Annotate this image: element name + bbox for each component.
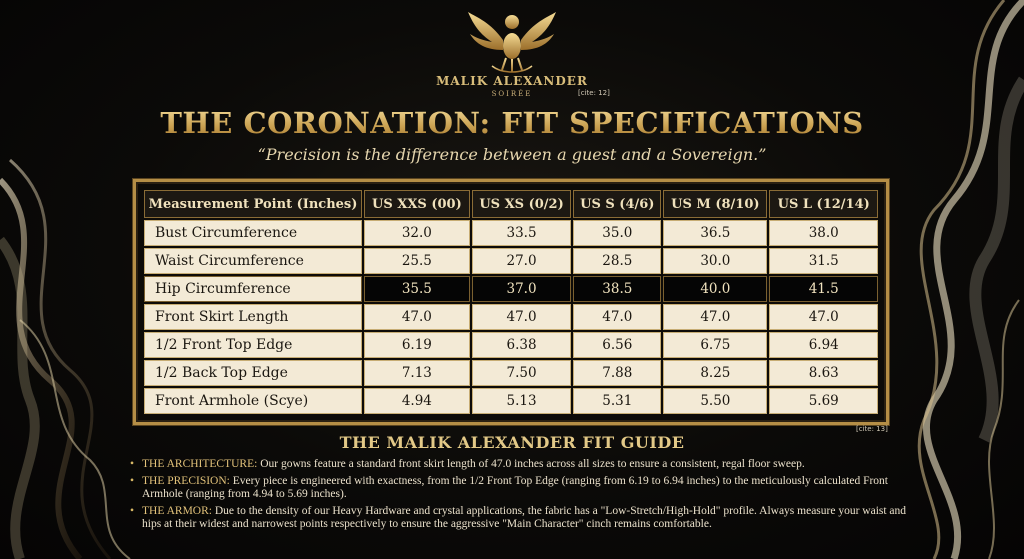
table-cell: 47.0 [769,304,878,330]
table-row [144,248,878,274]
row-label: 1/2 Front Top Edge [144,332,362,358]
golden-winged-scarab-icon [462,4,562,76]
table-cell: 38.5 [573,276,661,302]
fit-guide-list [130,458,920,535]
tagline: “Precision is the difference between a guest and a Sovereign.” [257,145,767,164]
smoke-decoration-left [0,120,150,559]
table-cell: 30.0 [663,248,767,274]
table-cell: 38.0 [769,220,878,246]
table-cell: 7.50 [472,360,572,386]
page-title: THE CORONATION: FIT SPECIFICATIONS [0,106,1024,140]
brand-name: MALIK ALEXANDER [436,74,588,88]
row-label: Hip Circumference [144,276,362,302]
table-header-row [144,190,878,218]
bullet-icon: • [130,505,135,517]
table-cell: 5.31 [573,388,661,414]
table-cell: 5.69 [769,388,878,414]
table-cell: 35.0 [573,220,661,246]
table-cell: 36.5 [663,220,767,246]
table-cell: 47.0 [364,304,470,330]
list-item [130,458,920,471]
table-cell: 6.38 [472,332,572,358]
table-cell: 5.13 [472,388,572,414]
row-label: 1/2 Back Top Edge [144,360,362,386]
table-cell: 47.0 [472,304,572,330]
list-item [130,505,920,531]
brand-subtitle: SOIRÉE [491,90,533,98]
table-row [144,332,878,358]
list-item-heading: THE ARMOR: [142,505,212,517]
table-cell: 6.56 [573,332,661,358]
bullet-icon: • [130,475,135,487]
table-cell: 6.19 [364,332,470,358]
table-cell: 28.5 [573,248,661,274]
table-row [144,388,878,414]
table-cell: 7.88 [573,360,661,386]
table-cell: 47.0 [663,304,767,330]
row-label: Front Armhole (Scye) [144,388,362,414]
table-cell: 27.0 [472,248,572,274]
list-item-text: Our gowns feature a standard front skirt length of 47.0 inches across all sizes to ensure a consistent, regal floor sweep. [257,458,805,470]
table-row [144,360,878,386]
table-cell: 6.94 [769,332,878,358]
row-label: Waist Circumference [144,248,362,274]
table-cell: 8.63 [769,360,878,386]
fit-specification-table [142,188,880,416]
bullet-icon: • [130,458,135,470]
fit-specification-table-frame [133,179,889,425]
column-header: US S (4/6) [573,190,661,218]
table-cell: 41.5 [769,276,878,302]
fit-guide-title: THE MALIK ALEXANDER FIT GUIDE [339,433,685,452]
column-header: US XS (0/2) [472,190,572,218]
column-header: US XXS (00) [364,190,470,218]
citation-table: [cite: 13] [856,425,888,433]
list-item-text: Due to the density of our Heavy Hardware and crystal applications, the fabric has a "Low-Stretch/High-Hold" profile. Always measure your waist and hips at their widest and narrowest points respectively to ensure the aggressive "Main Character" cinch remains comfortable. [142,505,907,530]
table-row [144,220,878,246]
table-cell: 31.5 [769,248,878,274]
table-cell: 40.0 [663,276,767,302]
table-cell: 6.75 [663,332,767,358]
table-cell: 37.0 [472,276,572,302]
table-cell: 25.5 [364,248,470,274]
table-cell: 8.25 [663,360,767,386]
table-cell: 7.13 [364,360,470,386]
row-label: Bust Circumference [144,220,362,246]
table-row-highlighted [144,276,878,302]
citation-top: [cite: 12] [578,89,610,97]
row-label: Front Skirt Length [144,304,362,330]
column-header: US M (8/10) [663,190,767,218]
list-item-text: Every piece is engineered with exactness, from the 1/2 Front Top Edge (ranging from 6.19 to 6.94 inches) to the meticulously calculated Front Armhole (ranging from 4.94 to 5.69 inches). [142,475,889,500]
table-cell: 47.0 [573,304,661,330]
list-item-heading: THE PRECISION: [142,475,230,487]
column-header: US L (12/14) [769,190,878,218]
list-item [130,475,920,501]
table-cell: 4.94 [364,388,470,414]
table-cell: 5.50 [663,388,767,414]
table-cell: 35.5 [364,276,470,302]
table-row [144,304,878,330]
table-cell: 32.0 [364,220,470,246]
column-header: Measurement Point (Inches) [144,190,362,218]
table-cell: 33.5 [472,220,572,246]
list-item-heading: THE ARCHITECTURE: [142,458,258,470]
